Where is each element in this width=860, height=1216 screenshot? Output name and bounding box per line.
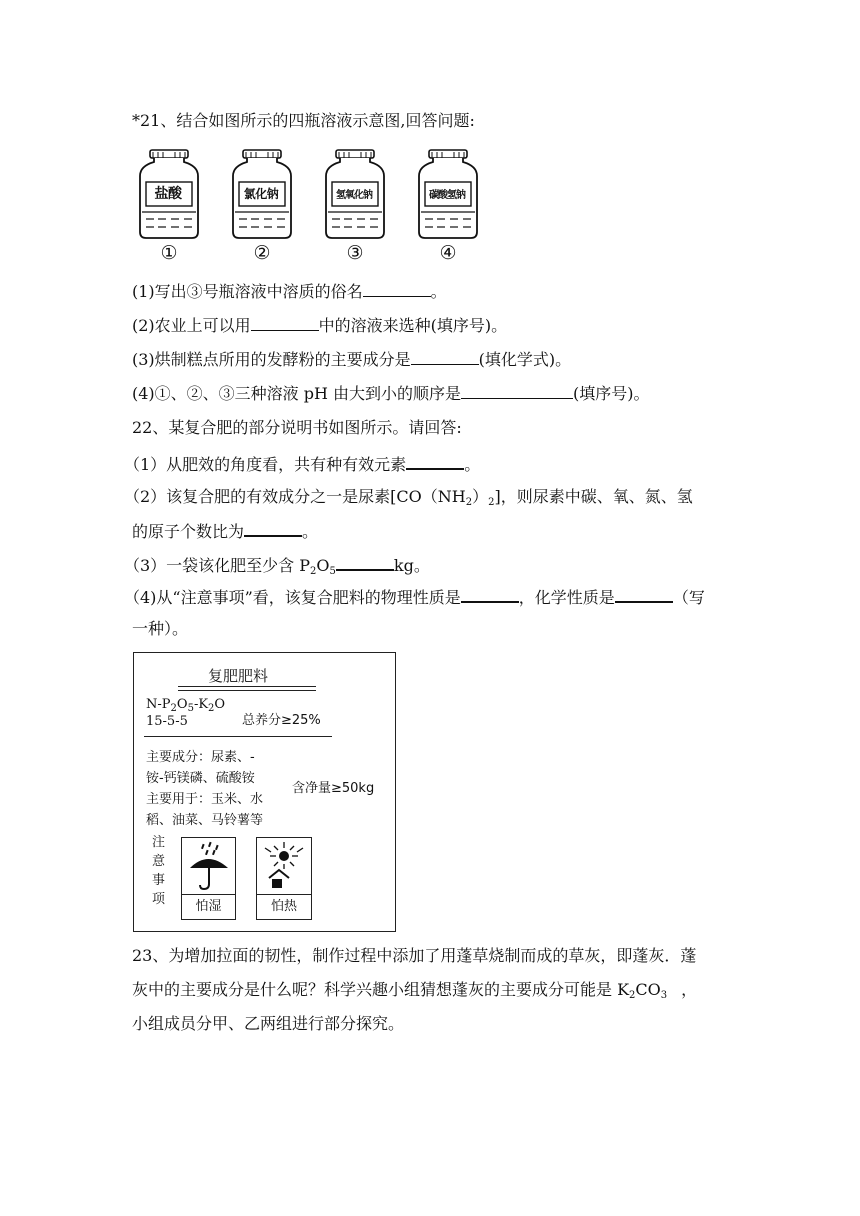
bottle-number: ③ (346, 242, 364, 264)
q22-sub3 (124, 553, 430, 577)
q22-sub4-text-b: ，化学性质是 (518, 588, 615, 607)
bottle-label: 盐酸 (154, 186, 182, 202)
formula-part: -K (193, 697, 209, 712)
subscript: 2 (208, 703, 215, 714)
fertilizer-label (133, 652, 396, 932)
q23-line2-text: 灰中的主要成分是什么呢？科学兴趣小组猜想蓬灰的主要成分可能是 K (132, 980, 630, 999)
formula-part: O (176, 697, 188, 712)
answer-blank[interactable] (406, 452, 464, 470)
bottle-2 (227, 148, 297, 266)
q22-sub4 (124, 585, 705, 609)
q22-sub4-text: （4)从“注意事项”看，该复合肥料的物理性质是 (124, 588, 461, 607)
subscript: 2 (488, 497, 495, 508)
q21-title: *21、结合如图所示的四瓶溶液示意图,回答问题: (132, 111, 475, 130)
label-usage-2: 稻、油菜、马铃薯等 (146, 813, 264, 828)
keep-dry-symbol (181, 837, 236, 920)
q21-sub2-end: 中的溶液来选种(填序号)。 (318, 316, 508, 335)
subscript: 5 (329, 566, 336, 577)
answer-blank[interactable] (461, 585, 519, 603)
label-nutrient: 总养分≥25% (242, 713, 321, 728)
q23-line2-end: ， (681, 980, 698, 999)
notice-char: 事 (152, 873, 166, 888)
q21-sub4-end: (填序号)。 (573, 384, 650, 403)
q22-sub2-line2 (132, 519, 318, 543)
bottle-4 (413, 148, 483, 266)
divider (144, 736, 332, 737)
q22-title: 22、某复合肥的部分说明书如图所示。请回答: (132, 418, 462, 437)
q22-sub1 (124, 452, 480, 476)
q22-sub2-text-c: ]，则尿素中碳、氧、氮、氢 (494, 487, 693, 506)
sun-heat-icon (257, 838, 311, 896)
subscript: 2 (170, 703, 177, 714)
q23-line1: 23、为增加拉面的韧性，制作过程中添加了用蓬草烧制而成的草灰，即蓬灰．蓬 (132, 946, 697, 965)
formula-part: O (214, 697, 226, 712)
q21-sub4-text: (4)①、②、③三种溶液 pH 由大到小的顺序是 (132, 384, 462, 403)
bottle-label: 碳酸氢钠 (429, 189, 465, 201)
answer-blank[interactable] (615, 585, 673, 603)
answer-blank[interactable] (411, 348, 479, 365)
q21-sub1 (132, 280, 447, 303)
label-ingredients-1: 主要成分：尿素、- (146, 750, 255, 765)
label-notice (152, 833, 168, 909)
q22-sub2-text-b: ） (472, 487, 489, 506)
label-usage-1: 主要用于：玉米、水 (146, 792, 264, 807)
q22-sub4-line2: 一种）。 (132, 619, 189, 638)
divider (178, 690, 316, 691)
bottle-label: 氯化钠 (243, 186, 279, 201)
bottle-number: ① (160, 242, 178, 264)
divider (178, 686, 316, 687)
keep-dry-label: 怕湿 (182, 894, 235, 919)
q22-sub3-o: O (316, 556, 330, 575)
q23-line2 (132, 979, 697, 1001)
keep-cool-label: 怕热 (257, 894, 311, 919)
q22-sub2-line2-text: 的原子个数比为 (132, 522, 245, 541)
q22-sub3-text: （3）一袋该化肥至少含 P (124, 556, 311, 575)
q22-sub4-text-c: （写 (672, 588, 705, 607)
q21-sub4 (132, 382, 650, 405)
q22-sub1-text: （1）从肥效的角度看，共有种有效元素 (124, 455, 407, 474)
answer-blank[interactable] (461, 382, 573, 399)
subscript: 5 (187, 703, 194, 714)
q21-sub3 (132, 348, 571, 371)
answer-blank[interactable] (251, 314, 319, 331)
notice-char: 意 (152, 854, 166, 869)
q22-sub2-line2-end: 。 (302, 522, 319, 541)
label-net-weight: 含净量≥50kg (292, 781, 375, 796)
q22-sub3-end: kg。 (393, 556, 430, 575)
umbrella-rain-icon (182, 838, 235, 896)
q21-sub3-text: (3)烘制糕点所用的发酵粉的主要成分是 (132, 350, 411, 369)
bottle-number: ④ (439, 242, 457, 264)
label-formula (146, 697, 225, 712)
notice-char: 项 (152, 892, 166, 907)
bottle-3 (320, 148, 390, 266)
q22-sub2-text: （2）该复合肥的有效成分之一是尿素[CO（NH (124, 487, 466, 506)
subscript: 3 (660, 990, 668, 1001)
bottle-label: 氢氧化钠 (336, 189, 372, 201)
answer-blank[interactable] (336, 553, 394, 571)
label-ingredients-2: 铵-钙镁磷、硫酸铵 (146, 771, 255, 786)
keep-cool-symbol (256, 837, 312, 920)
q21-sub1-end: 。 (430, 282, 447, 301)
q23-line2-co: CO (635, 980, 661, 999)
bottle-1 (134, 148, 204, 266)
label-ratio: 15-5-5 (146, 714, 188, 729)
subscript: 2 (310, 566, 317, 577)
bottle-number: ② (253, 242, 271, 264)
answer-blank[interactable] (244, 519, 302, 537)
formula-part: N-P (146, 697, 171, 712)
subscript: 2 (465, 497, 473, 508)
notice-char: 注 (152, 835, 166, 850)
q21-sub3-end: (填化学式)。 (478, 350, 572, 369)
label-title: 复肥肥料 (208, 667, 269, 685)
q21-sub1-text: (1)写出③号瓶溶液中溶质的俗名 (132, 282, 363, 301)
subscript: 2 (629, 990, 636, 1001)
q22-sub1-end: 。 (464, 455, 481, 474)
q21-sub2-text: (2)农业上可以用 (132, 316, 251, 335)
q22-sub2 (124, 486, 693, 508)
q21-sub2 (132, 314, 507, 337)
answer-blank[interactable] (363, 280, 431, 297)
q23-line3: 小组成员分甲、乙两组进行部分探究。 (132, 1014, 405, 1033)
